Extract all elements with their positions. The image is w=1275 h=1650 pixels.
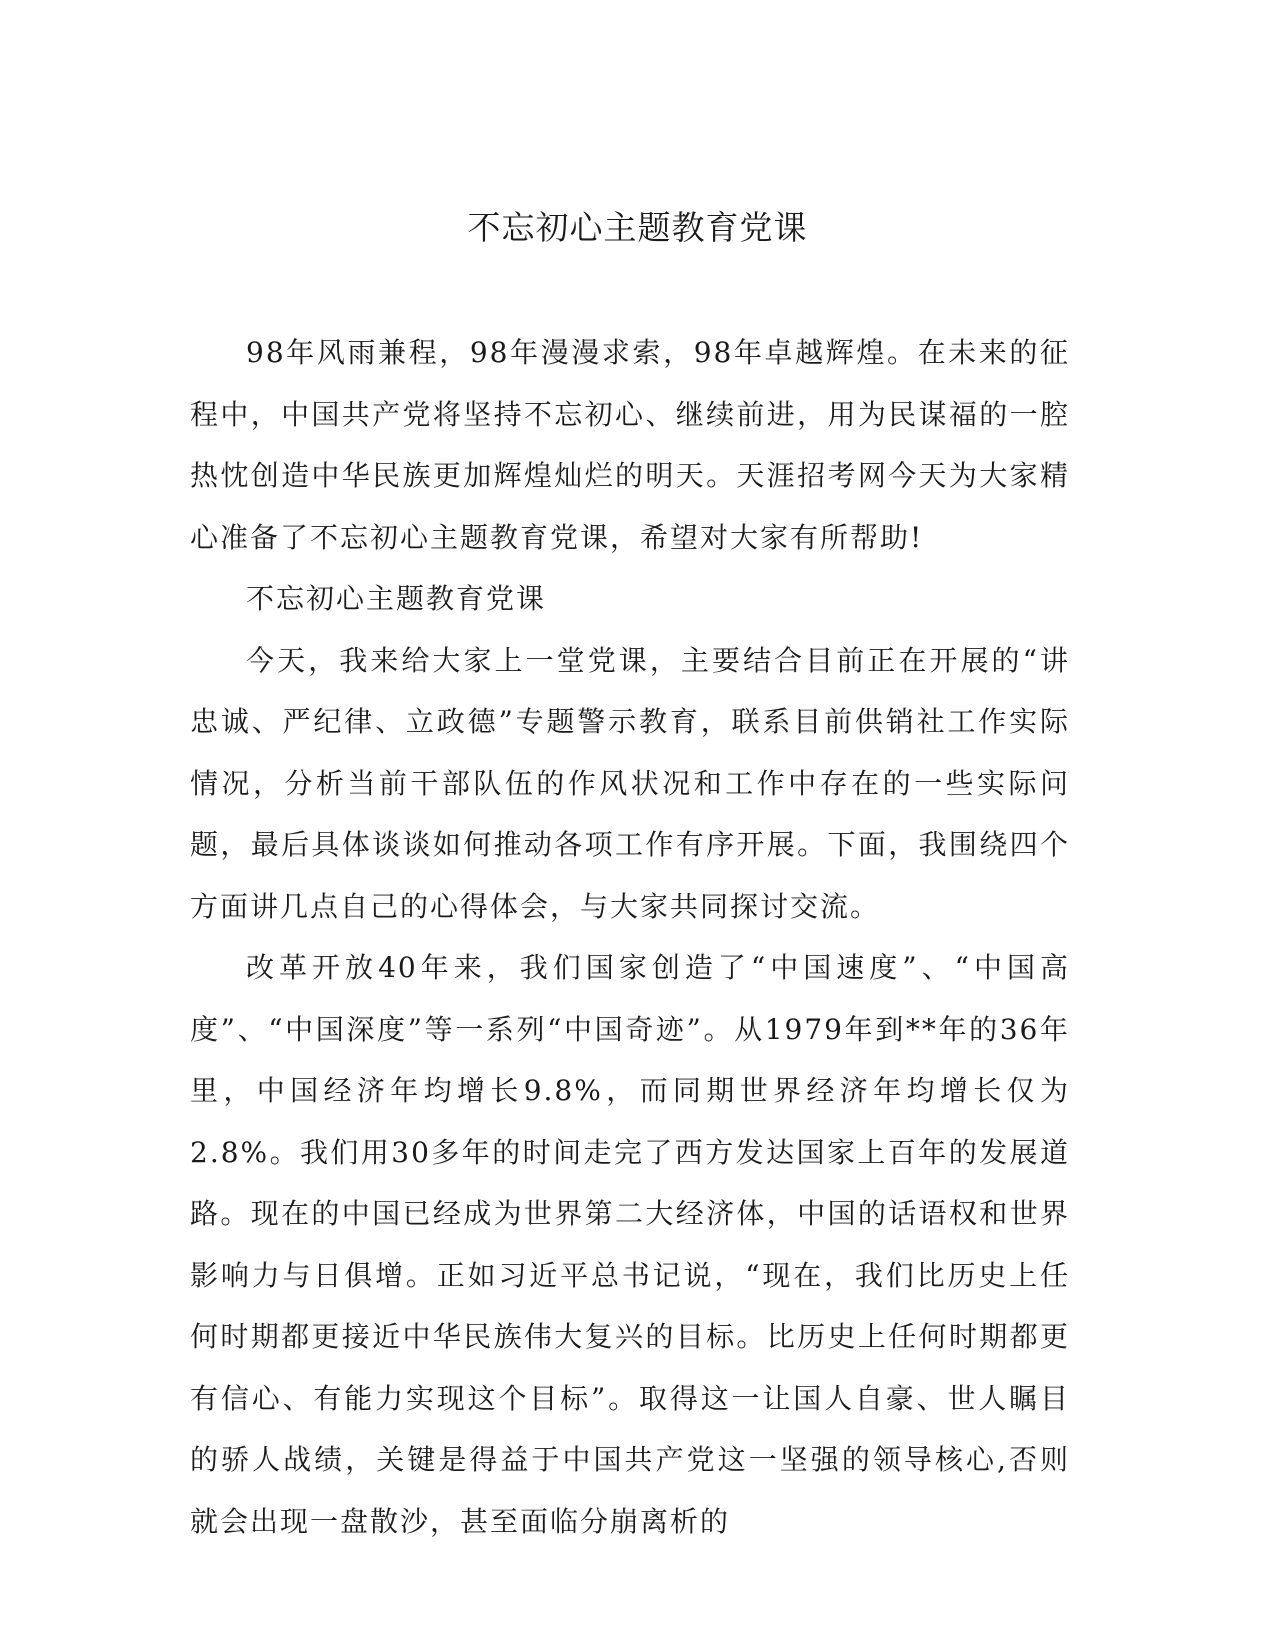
paragraph-reform: 改革开放40年来，我们国家创造了“中国速度”、“中国高度”、“中国深度”等一系列“中国奇迹”。从1979年到**年的36年里，中国经济年均增长9.8%，而同期世界经济年均增长仅为2.8%。我们用30多年的时间走完了西方发达国家上百年的发展道路。现在的中国已经成为世界第二大经济体，中国的话语权和世界影响力与日俱增。正如习近平总书记说，“现在，我们比历史上任何时期都更接近中华民族伟大复兴的目标。比历史上任何时期都更有信心、有能力实现这个目标”。取得这一让国人自豪、世人瞩目的骄人战绩，关键是得益于中国共产党这一坚强的领导核心,否则就会出现一盘散沙，甚至面临分崩离析的 [190,951,1070,1538]
paragraph-subtitle: 不忘初心主题教育党课 [246,582,547,615]
document-title: 不忘初心主题教育党课 [467,208,808,247]
document-body [190,322,1070,1552]
paragraph-intro: 98年风雨兼程，98年漫漫求索，98年卓越辉煌。在未来的征程中，中国共产党将坚持不忘初心、继续前进，用为民谋福的一腔热忱创造中华民族更加辉煌灿烂的明天。天涯招考网今天为大家精心准备了不忘初心主题教育党课，希望对大家有所帮助! [190,336,1070,554]
paragraph-opening: 今天，我来给大家上一堂党课，主要结合目前正在开展的“讲忠诚、严纪律、立政德”专题警示教育，联系目前供销社工作实际情况，分析当前干部队伍的作风状况和工作中存在的一些实际问题，最后具体谈谈如何推动各项工作有序开展。下面，我围绕四个方面讲几点自己的心得体会，与大家共同探讨交流。 [190,643,1070,923]
